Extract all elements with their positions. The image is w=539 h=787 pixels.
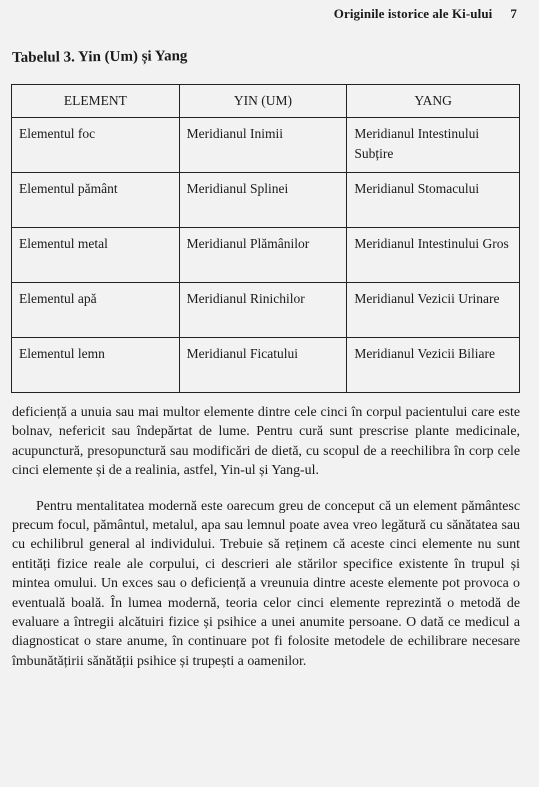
cell-element: Elementul metal <box>12 228 180 283</box>
cell-element: Elementul foc <box>12 118 180 173</box>
table-row <box>12 118 520 173</box>
table-row <box>12 283 520 338</box>
column-header-element: ELEMENT <box>12 85 180 118</box>
cell-yin: Meridianul Splinei <box>179 173 347 228</box>
table-header-row <box>12 85 520 118</box>
cell-element: Elementul pământ <box>12 173 180 228</box>
table-row <box>12 228 520 283</box>
page-number: 7 <box>510 6 517 21</box>
cell-yin: Meridianul Plămânilor <box>179 228 347 283</box>
table-row <box>12 173 520 228</box>
cell-yang: Meridianul Vezicii Urinare <box>347 283 520 338</box>
cell-yang: Meridianul Stomacului <box>347 173 520 228</box>
column-header-yin: YIN (UM) <box>179 85 347 118</box>
cell-element: Elementul apă <box>12 283 180 338</box>
body-text <box>12 403 520 671</box>
running-header <box>334 6 517 22</box>
cell-yang: Meridianul Intestinului Subțire <box>347 118 520 173</box>
table-title: Tabelul 3. Yin (Um) și Yang <box>12 48 188 66</box>
cell-yin: Meridianul Inimii <box>179 118 347 173</box>
cell-element: Elementul lemn <box>12 338 180 393</box>
yin-yang-table <box>11 84 520 393</box>
paragraph-continuation: deficiență a unuia sau mai multor elemente dintre cele cinci în corpul pacientului care este bolnav, nefericit sau îndepărtat de lume. Pentru cură sunt prescrise plante medicinale, acupunctură, presopunctură sau modificări de dietă, cu scopul de a reechilibra în corp cele cinci elemente și de a realinia, astfel, Yin-ul și Yang-ul. <box>12 405 520 479</box>
cell-yin: Meridianul Ficatului <box>179 338 347 393</box>
column-header-yang: YANG <box>347 85 520 118</box>
cell-yin: Meridianul Rinichilor <box>179 283 347 338</box>
cell-yang: Meridianul Vezicii Biliare <box>347 338 520 393</box>
table-row <box>12 338 520 393</box>
cell-yang: Meridianul Intestinului Gros <box>347 228 520 283</box>
running-title: Originile istorice ale Ki-ului <box>333 6 493 21</box>
paragraph: Pentru mentalitatea modernă este oarecum greu de conceput că un element pământesc precum focul, pământul, metalul, apa sau lemnul poate avea vreo legătură cu sănătatea sau cu echilibrul general al individului. Trebuie să reținem că aceste cinci elemente nu sunt entități fizice reale ale corpului, ci descrieri ale stărilor specifice existente în trupul și mintea omului. Un exces sau o deficiență a vreunuia dintre aceste elemente pot provoca o eventuală boală. În lumea modernă, teoria celor cinci elemente reprezintă o metodă de evaluare a întregii alcătuiri fizice și psihice a unei anumite persoane. O dată ce medicul a diagnosticat o stare anume, în continuare pot fi folosite metodele de echilibrare necesare îmbunătățirii sănătății psihice și trupești a oamenilor. <box>12 498 520 669</box>
